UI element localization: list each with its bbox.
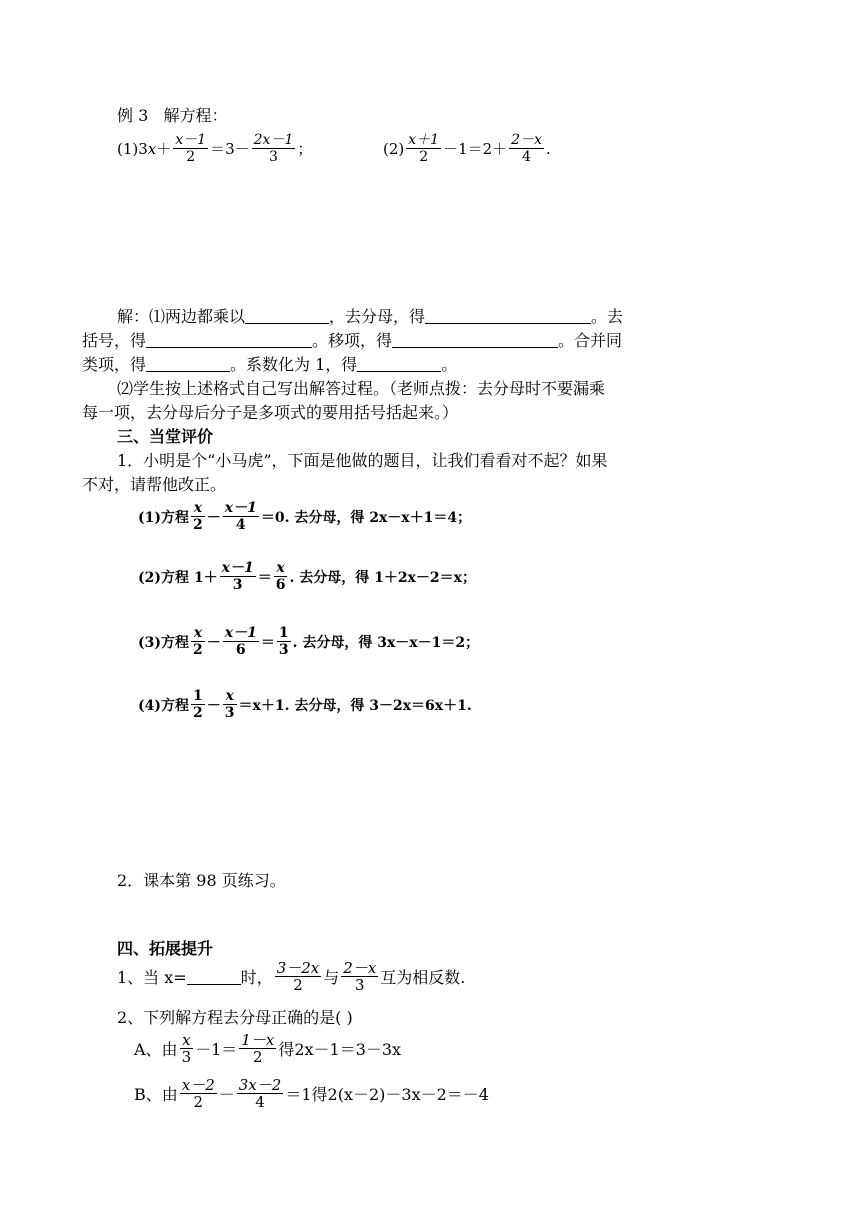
question-2-text: 2．课本第 98 页练习。 bbox=[117, 871, 286, 890]
fraction-num: x－1 bbox=[224, 500, 257, 516]
fraction-num: x bbox=[223, 688, 237, 705]
eq1-f1-num: x－1 bbox=[175, 132, 207, 148]
fraction-den: 4 bbox=[255, 1093, 265, 1111]
option-b[interactable] bbox=[134, 1077, 489, 1110]
operator: － bbox=[206, 509, 221, 526]
fraction-num: x bbox=[191, 625, 205, 642]
eq2-f2-den: 4 bbox=[522, 149, 532, 165]
fraction bbox=[223, 688, 237, 721]
fraction-den: 2 bbox=[293, 976, 303, 994]
option-a[interactable] bbox=[134, 1032, 401, 1065]
problem-rest: . 去分母，得 1＋2x－2＝x； bbox=[289, 569, 476, 586]
answer-blank[interactable] bbox=[187, 968, 241, 985]
fraction-num: x bbox=[274, 560, 288, 577]
problem-3 bbox=[138, 625, 479, 658]
fraction-num: 3x－2 bbox=[238, 1076, 282, 1094]
fraction-den: 2 bbox=[193, 517, 203, 533]
option-label: A、由 bbox=[134, 1040, 178, 1059]
fraction-num: 1 bbox=[193, 688, 203, 704]
fraction-den: 4 bbox=[235, 517, 246, 533]
eq1-f2-num: 2x－1 bbox=[253, 132, 294, 148]
eq1-fraction-2 bbox=[252, 132, 296, 165]
eq2-prefix: (2) bbox=[383, 139, 405, 158]
fraction-den: 3 bbox=[278, 642, 289, 658]
problem-prefix: (2)方程 1＋ bbox=[138, 569, 218, 586]
fraction-num: x－1 bbox=[221, 560, 254, 576]
fraction-num: x－2 bbox=[181, 1076, 215, 1094]
fraction bbox=[239, 1032, 276, 1065]
question-text: 1、当 x= bbox=[117, 968, 187, 987]
answer-blank[interactable] bbox=[425, 307, 591, 324]
eq2-f2-num: 2－x bbox=[511, 132, 542, 148]
option-text: 得2x－1＝3－3x bbox=[278, 1040, 402, 1059]
operator: ＝ bbox=[260, 634, 275, 651]
problem-2 bbox=[138, 560, 476, 593]
equation-2 bbox=[383, 132, 551, 165]
example-label: 例 3 bbox=[117, 106, 149, 125]
eq2-f1-den: 2 bbox=[419, 149, 429, 165]
eq2-end: . bbox=[545, 139, 551, 158]
solution-line-4: ⑵学生按上述格式自己写出解答过程。（老师点拨：去分母时不要漏乘 bbox=[117, 379, 606, 398]
solution-line-5: 每一项，去分母后分子是多项式的要用括号括起来。） bbox=[82, 403, 459, 422]
equation-1 bbox=[117, 132, 312, 165]
operator: － bbox=[218, 1085, 235, 1104]
solution-line-2 bbox=[82, 329, 622, 353]
problem-rest: . 去分母，得 3x－x－1＝2； bbox=[292, 634, 480, 651]
problem-rest: ＝x＋1. 去分母，得 3－2x＝6x＋1. bbox=[238, 697, 472, 714]
problem-prefix: (1)方程 bbox=[138, 509, 189, 526]
answer-blank[interactable] bbox=[392, 331, 558, 348]
eq1-f2-den: 3 bbox=[269, 149, 278, 165]
extension-question-1 bbox=[117, 960, 465, 993]
problem-prefix: (4)方程 bbox=[138, 697, 189, 714]
solution-text: 。移项，得 bbox=[312, 331, 393, 350]
example-instruction: 解方程： bbox=[163, 106, 228, 125]
fraction-den: 3 bbox=[232, 577, 243, 593]
solution-line-3 bbox=[82, 353, 457, 377]
section-heading-4: 四、拓展提升 bbox=[117, 939, 214, 958]
eq2-fraction-2 bbox=[509, 132, 544, 165]
fraction bbox=[180, 1077, 217, 1110]
problem-prefix: (3)方程 bbox=[138, 634, 189, 651]
fraction bbox=[191, 625, 205, 658]
solution-text: 。 bbox=[441, 355, 458, 374]
fraction-num: 1 bbox=[278, 625, 289, 641]
solution-text: ，去分母，得 bbox=[329, 307, 426, 326]
eq1-f1-den: 2 bbox=[186, 149, 196, 165]
fraction bbox=[274, 560, 288, 593]
solution-text: 括号，得 bbox=[82, 331, 147, 350]
solution-text: 解：⑴两边都乘以 bbox=[117, 307, 246, 326]
eq2-f1-num: x＋1 bbox=[408, 132, 440, 148]
fraction-num: x bbox=[191, 500, 205, 517]
fraction-den: 3 bbox=[355, 976, 365, 994]
fraction bbox=[191, 688, 205, 721]
fraction bbox=[237, 1077, 284, 1110]
fraction bbox=[277, 625, 291, 658]
operator: － bbox=[206, 634, 221, 651]
fraction bbox=[275, 960, 322, 993]
fraction-den: 2 bbox=[193, 705, 203, 721]
solution-text: 。合并同 bbox=[558, 331, 623, 350]
question-text: 互为相反数. bbox=[380, 968, 466, 987]
problem-rest: ＝0. 去分母，得 2x－x＋1＝4； bbox=[260, 509, 472, 526]
solution-text: 。去 bbox=[591, 307, 624, 326]
eq1-mid: ＝3－ bbox=[210, 140, 250, 158]
answer-blank[interactable] bbox=[245, 307, 329, 324]
fraction-num: 2－x bbox=[343, 959, 377, 977]
section-heading-3: 三、当堂评价 bbox=[117, 427, 214, 446]
answer-blank[interactable] bbox=[146, 331, 312, 348]
eq2-fraction-1 bbox=[406, 132, 441, 165]
question-1-text: 1．小明是个“小马虎”，下面是他做的题目，让我们看看对不起？如果 bbox=[117, 451, 608, 470]
operator: － bbox=[206, 697, 221, 714]
fraction bbox=[191, 500, 205, 533]
fraction-num: 3－2x bbox=[276, 959, 320, 977]
fraction-den: 6 bbox=[235, 642, 246, 658]
extension-question-2: 2、下列解方程去分母正确的是( ) bbox=[117, 1008, 353, 1027]
fraction bbox=[223, 625, 259, 658]
fraction-num: x bbox=[180, 1032, 194, 1049]
example-title bbox=[117, 104, 228, 128]
fraction bbox=[180, 1032, 194, 1065]
option-text: －1＝ bbox=[195, 1040, 238, 1059]
answer-blank[interactable] bbox=[146, 355, 230, 372]
problem-1 bbox=[138, 500, 471, 533]
option-label: B、由 bbox=[134, 1085, 178, 1104]
solution-text: 类项，得 bbox=[82, 355, 147, 374]
fraction-den: 2 bbox=[253, 1048, 263, 1066]
fraction bbox=[220, 560, 256, 593]
problem-4 bbox=[138, 688, 472, 721]
eq1-prefix: (1)3 bbox=[117, 139, 148, 158]
fraction-den: 3 bbox=[181, 1048, 192, 1066]
fraction-num: x－1 bbox=[224, 625, 257, 641]
question-text: 与 bbox=[323, 968, 340, 987]
question-text: 时， bbox=[240, 968, 273, 987]
operator: ＝ bbox=[257, 569, 272, 586]
question-1-text-cont: 不对，请帮他改正。 bbox=[82, 475, 227, 494]
fraction-den: 3 bbox=[224, 705, 235, 721]
fraction-den: 2 bbox=[193, 1093, 204, 1111]
answer-blank[interactable] bbox=[357, 355, 441, 372]
eq1-var: x bbox=[147, 139, 157, 158]
solution-text: 。系数化为 1，得 bbox=[230, 355, 358, 374]
solution-line-1 bbox=[117, 305, 623, 329]
eq1-plus: ＋ bbox=[156, 140, 172, 158]
fraction bbox=[341, 960, 378, 993]
fraction-den: 6 bbox=[275, 577, 286, 593]
eq2-mid: －1＝2＋ bbox=[443, 140, 508, 158]
eq1-fraction-1 bbox=[173, 132, 208, 165]
option-text: ＝1得2(x－2)－3x－2＝－4 bbox=[285, 1085, 489, 1104]
fraction-num: 1－x bbox=[241, 1031, 275, 1049]
eq1-end: ； bbox=[297, 140, 313, 158]
fraction-den: 2 bbox=[193, 642, 203, 658]
fraction bbox=[223, 500, 259, 533]
